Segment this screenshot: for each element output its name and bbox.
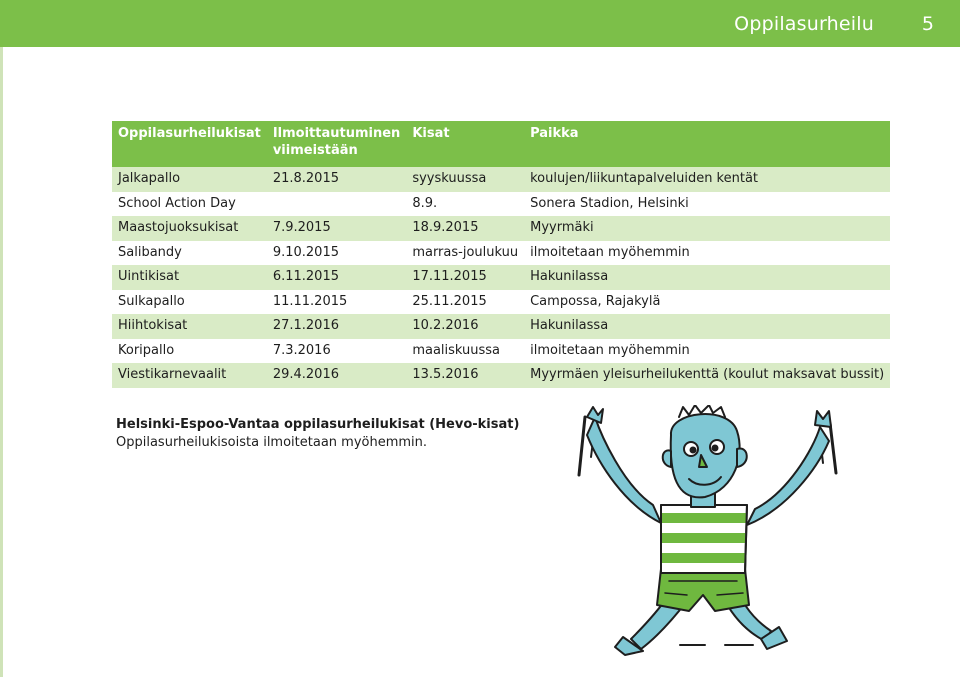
table-row [112,363,890,388]
cell-competition: Koripallo [112,339,267,364]
page-header [0,0,960,47]
cell-registration: 27.1.2016 [267,314,406,339]
cell-location: Hakunilassa [524,314,890,339]
table-row [112,314,890,339]
cell-competition: Salibandy [112,241,267,266]
note-text: Oppilasurheilukisoista ilmoitetaan myöhemmin. [116,435,428,450]
cell-event-date: 25.11.2015 [406,290,524,315]
cell-registration: 9.10.2015 [267,241,406,266]
cell-location: Sonera Stadion, Helsinki [524,192,890,217]
cell-location: Campossa, Rajakylä [524,290,890,315]
cell-registration: 21.8.2015 [267,167,406,192]
table-row [112,265,890,290]
hevo-note [116,416,519,452]
cell-registration [267,192,406,217]
table-row [112,339,890,364]
cell-competition: Uintikisat [112,265,267,290]
column-header-competition: Oppilasurheilukisat [112,121,267,167]
cell-registration: 29.4.2016 [267,363,406,388]
cell-location: ilmoitetaan myöhemmin [524,339,890,364]
cell-event-date: 13.5.2016 [406,363,524,388]
header-title: Oppilasurheilu [734,13,874,35]
table-row [112,290,890,315]
cell-competition: Jalkapallo [112,167,267,192]
cell-event-date: marras-joulukuu [406,241,524,266]
cell-registration: 7.3.2016 [267,339,406,364]
cell-registration: 7.9.2015 [267,216,406,241]
cell-competition: Viestikarnevaalit [112,363,267,388]
cell-registration: 6.11.2015 [267,265,406,290]
jumping-cartoon-kid-icon [565,405,865,660]
table-header-row [112,121,890,167]
cell-location: Hakunilassa [524,265,890,290]
note-heading: Helsinki-Espoo-Vantaa oppilasurheilukisat (Hevo-kisat) [116,417,520,432]
cell-event-date: maaliskuussa [406,339,524,364]
cell-competition: Maastojuoksukisat [112,216,267,241]
cell-event-date: 10.2.2016 [406,314,524,339]
cell-competition: School Action Day [112,192,267,217]
table-row [112,241,890,266]
column-header-event-date: Kisat [406,121,524,167]
column-header-location: Paikka [524,121,890,167]
cell-competition: Sulkapallo [112,290,267,315]
cell-location: Myyrmäen yleisurheilukenttä (koulut maksavat bussit) [524,363,890,388]
cell-location: Myyrmäki [524,216,890,241]
left-margin-rule [0,47,3,677]
cell-event-date: 8.9. [406,192,524,217]
cell-location: ilmoitetaan myöhemmin [524,241,890,266]
cell-competition: Hiihtokisat [112,314,267,339]
cell-event-date: 18.9.2015 [406,216,524,241]
table-row [112,216,890,241]
cell-location: koulujen/liikuntapalveluiden kentät [524,167,890,192]
cell-event-date: syyskuussa [406,167,524,192]
page-number: 5 [921,13,934,35]
table-row [112,192,890,217]
cell-registration: 11.11.2015 [267,290,406,315]
cell-event-date: 17.11.2015 [406,265,524,290]
column-header-registration: Ilmoittautuminen viimeistään [267,121,406,167]
competition-schedule-table [112,121,890,388]
table-row [112,167,890,192]
